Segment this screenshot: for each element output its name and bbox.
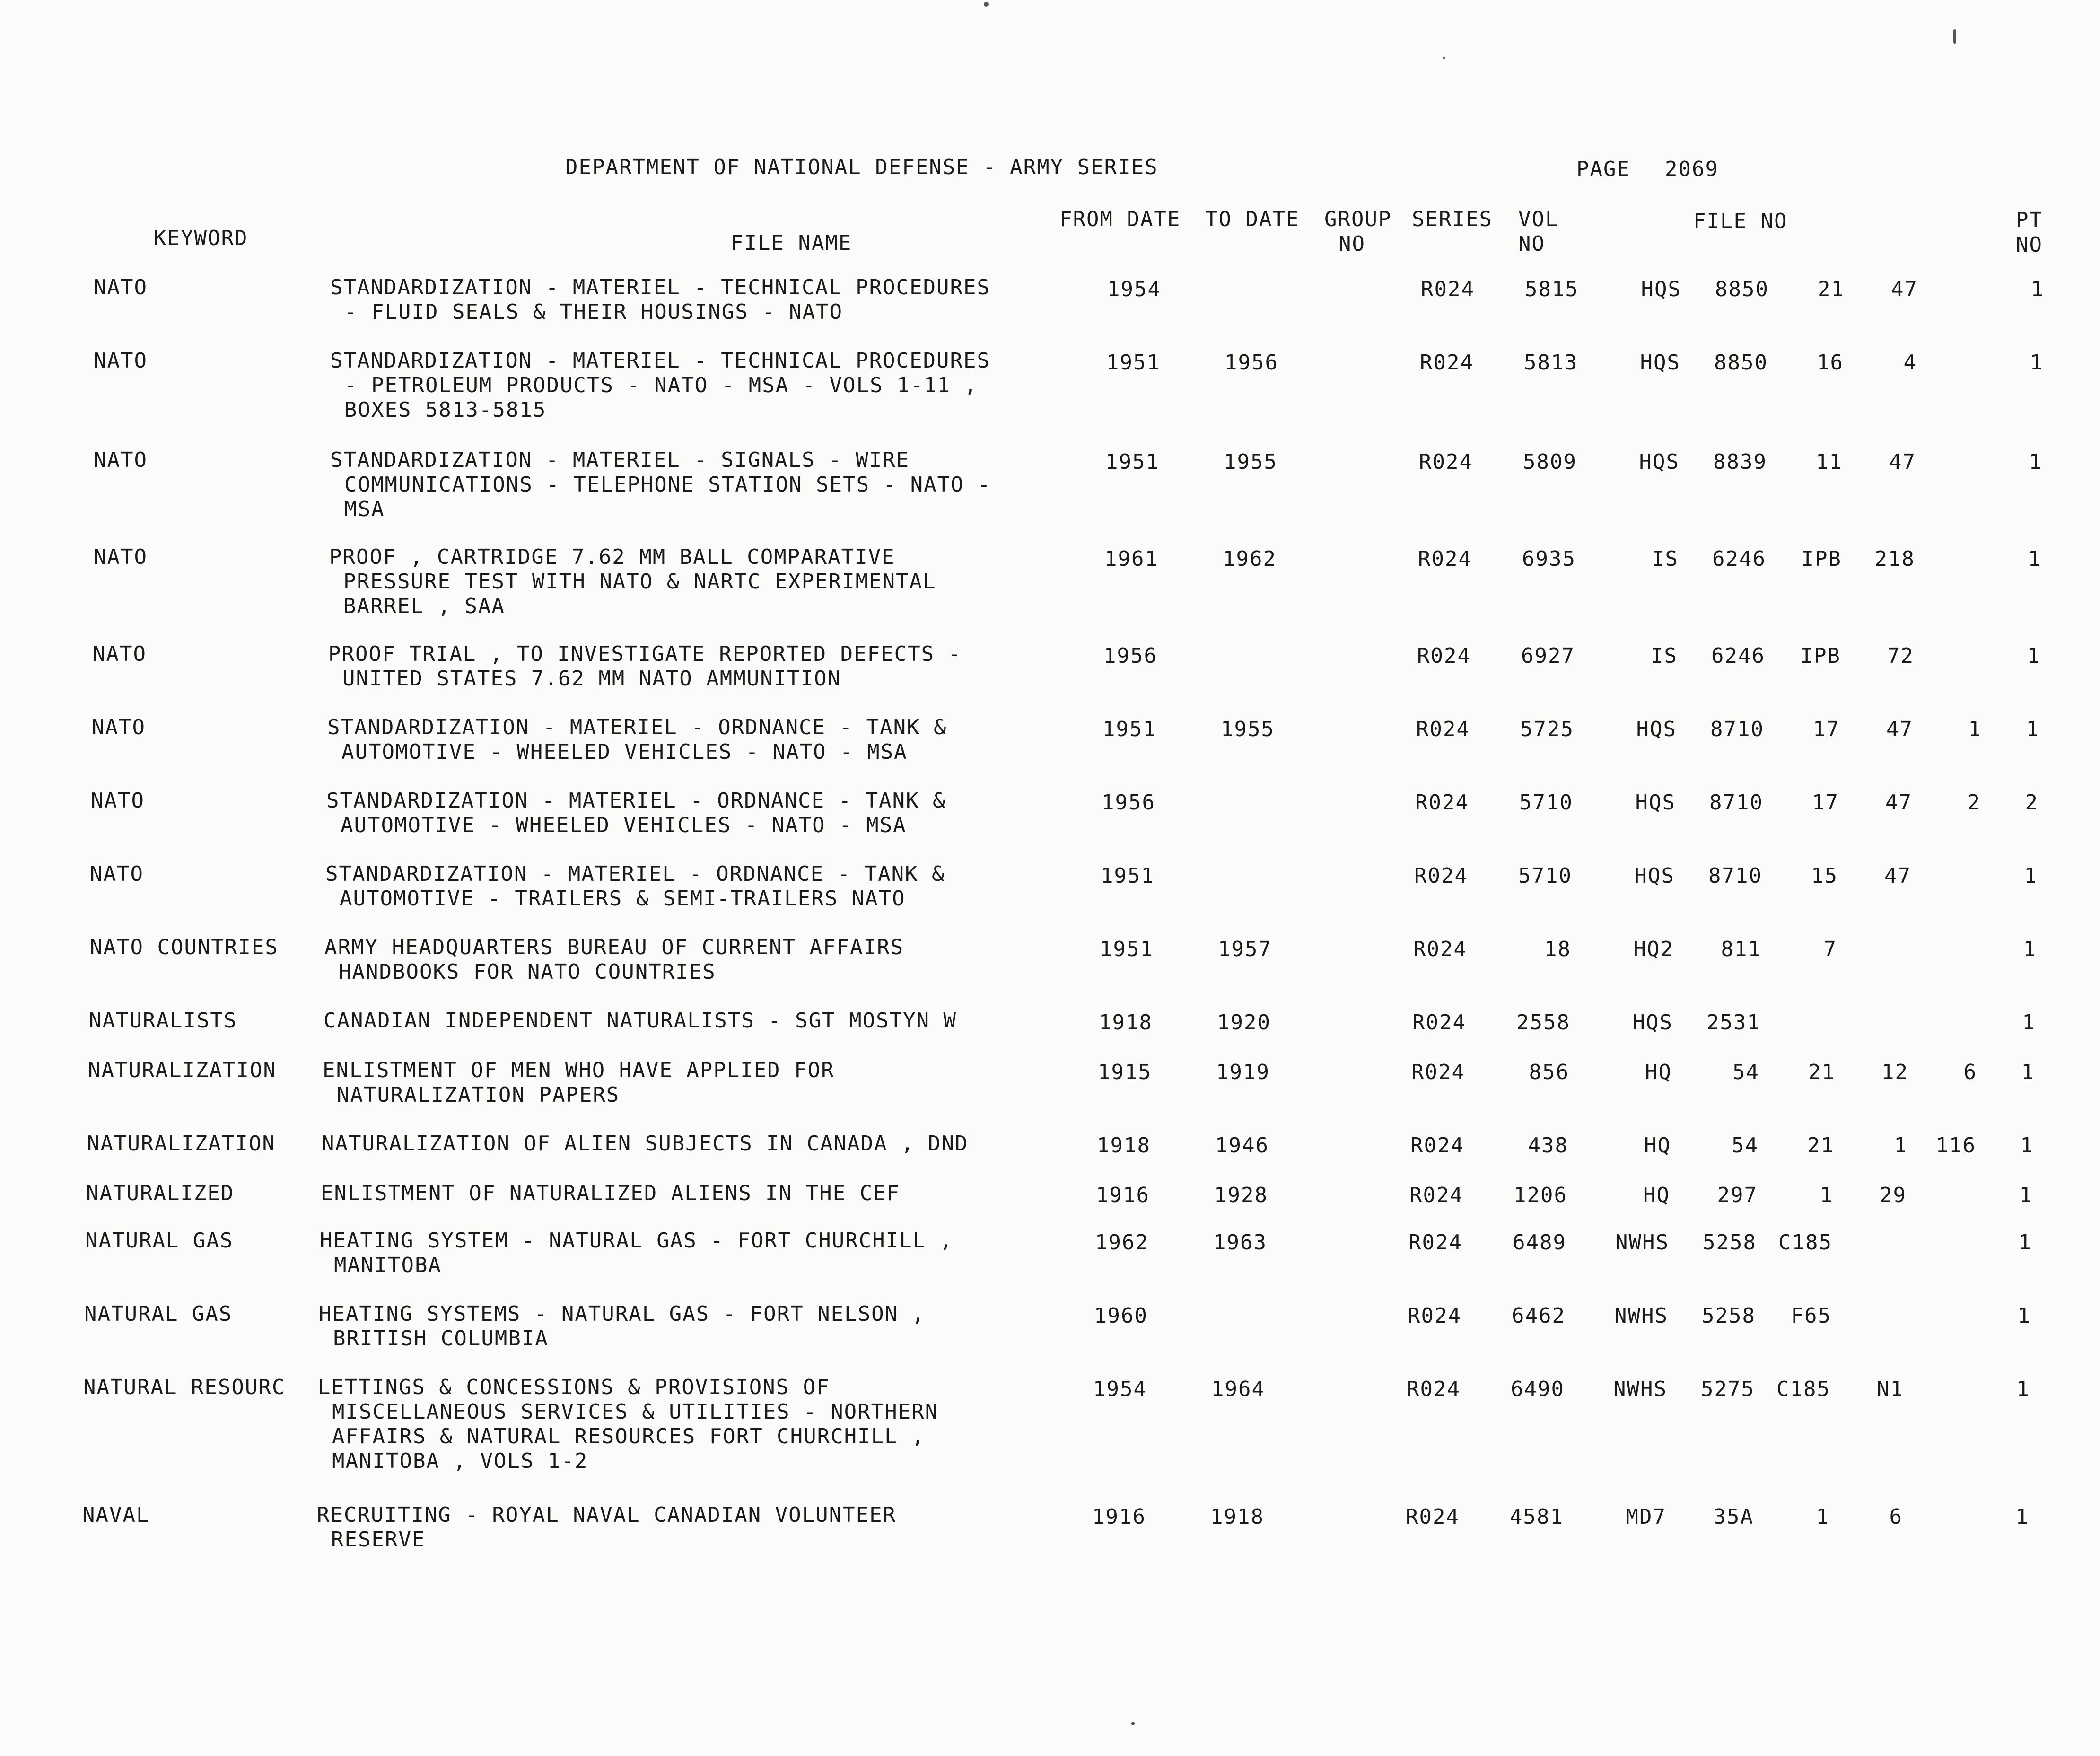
from-date-cell: 1916 xyxy=(1096,1183,1150,1207)
keyword-cell: NATURALIZATION xyxy=(87,1132,276,1156)
from-date-cell: 1954 xyxy=(1093,1377,1147,1401)
file-name-cell xyxy=(324,1009,957,1033)
file-no-sub-cell: 16 xyxy=(1817,351,1844,375)
file-name-cell xyxy=(328,642,962,691)
from-date-cell: 1960 xyxy=(1094,1304,1148,1328)
from-date-cell: 1961 xyxy=(1104,547,1158,571)
keyword-cell: NATO COUNTRIES xyxy=(90,935,279,959)
file-name-cell xyxy=(330,349,990,422)
file-no-main-cell: 54 xyxy=(1732,1133,1759,1158)
file-name-line: ENLISTMENT OF MEN WHO HAVE APPLIED FOR xyxy=(323,1058,835,1082)
file-name-line: STANDARDIZATION - MATERIEL - TECHNICAL PROCEDURES xyxy=(330,275,991,299)
file-no-prefix-cell: HQ xyxy=(1645,1060,1672,1084)
series-cell: R024 xyxy=(1410,1133,1464,1158)
series-cell: R024 xyxy=(1418,547,1472,571)
from-date-cell: 1916 xyxy=(1092,1505,1146,1529)
file-no-main-cell: 5258 xyxy=(1703,1230,1757,1255)
file-no-prefix-cell: HQS xyxy=(1640,351,1680,375)
from-date-cell: 1951 xyxy=(1100,937,1154,961)
file-name-line: NATURALIZATION OF ALIEN SUBJECTS IN CANADA , DND xyxy=(322,1132,969,1156)
file-name-cell xyxy=(325,862,945,911)
keyword-cell: NATURAL GAS xyxy=(84,1302,233,1326)
pt-no-cell: 1 xyxy=(2028,547,2041,571)
vol-no-cell: 6489 xyxy=(1513,1230,1566,1255)
column-header-group-no: NO xyxy=(1339,232,1365,256)
from-date-cell: 1956 xyxy=(1103,644,1157,668)
file-no-extra-cell: 6 xyxy=(1963,1060,1977,1084)
file-name-line: AFFAIRS & NATURAL RESOURCES FORT CHURCHILL , xyxy=(332,1424,925,1449)
pt-no-cell: 1 xyxy=(2029,450,2042,474)
file-no-prefix-cell: NWHS xyxy=(1613,1377,1667,1401)
from-date-cell: 1956 xyxy=(1102,790,1155,815)
file-name-line: RECRUITING - ROYAL NAVAL CANADIAN VOLUNTEER xyxy=(317,1503,897,1527)
vol-no-cell: 5710 xyxy=(1519,790,1573,815)
series-cell: R024 xyxy=(1415,790,1469,815)
file-no-subsub-cell: 12 xyxy=(1881,1060,1908,1084)
series-cell: R024 xyxy=(1414,864,1468,888)
page-label: PAGE xyxy=(1576,157,1630,181)
pt-no-cell: 1 xyxy=(2022,1010,2036,1035)
pt-no-cell: 1 xyxy=(2018,1230,2032,1255)
pt-no-cell: 1 xyxy=(2030,351,2043,375)
file-no-subsub-cell: 47 xyxy=(1884,864,1911,888)
file-name-line: BRITISH COLUMBIA xyxy=(333,1326,549,1351)
file-no-subsub-cell: 47 xyxy=(1891,277,1918,301)
keyword-cell: NATO xyxy=(94,545,148,569)
column-header-file-name: FILE NAME xyxy=(731,231,852,255)
file-no-subsub-cell: 72 xyxy=(1887,644,1914,668)
file-no-main-cell: 8850 xyxy=(1715,277,1769,301)
vol-no-cell: 2558 xyxy=(1516,1010,1570,1035)
file-no-subsub-cell: 47 xyxy=(1886,717,1913,741)
vol-no-cell: 5710 xyxy=(1518,864,1572,888)
file-no-subsub-cell: 47 xyxy=(1889,450,1916,474)
vol-no-cell: 5809 xyxy=(1523,450,1577,474)
series-cell: R024 xyxy=(1421,277,1475,301)
pt-no-cell: 1 xyxy=(2015,1505,2029,1529)
to-date-cell: 1946 xyxy=(1215,1133,1269,1158)
series-cell: R024 xyxy=(1416,717,1470,741)
file-name-line: NATURALIZATION PAPERS xyxy=(337,1083,620,1107)
series-cell: R024 xyxy=(1409,1230,1462,1255)
file-name-line: STANDARDIZATION - MATERIEL - TECHNICAL PROCEDURES xyxy=(330,349,991,373)
keyword-cell: NATO xyxy=(94,448,148,472)
vol-no-cell: 438 xyxy=(1528,1133,1568,1158)
keyword-cell: NAVAL xyxy=(82,1503,150,1527)
pt-no-cell: 1 xyxy=(2023,937,2037,961)
file-name-cell xyxy=(317,1503,896,1552)
to-date-cell: 1955 xyxy=(1224,450,1278,474)
file-no-main-cell: 5258 xyxy=(1702,1304,1756,1328)
series-cell: R024 xyxy=(1417,644,1471,668)
pt-no-cell: 1 xyxy=(2024,864,2038,888)
file-no-main-cell: 8710 xyxy=(1708,864,1762,888)
file-no-sub-cell: IPB xyxy=(1800,644,1841,668)
keyword-cell: NATO xyxy=(90,862,144,886)
column-header-pt: PT xyxy=(2016,208,2043,232)
file-name-line: - FLUID SEALS & THEIR HOUSINGS - NATO xyxy=(344,300,843,324)
file-no-main-cell: 8710 xyxy=(1710,717,1764,741)
file-name-line: STANDARDIZATION - MATERIEL - SIGNALS - WIRE xyxy=(330,448,910,472)
file-no-prefix-cell: IS xyxy=(1652,547,1679,571)
file-name-line: MANITOBA , VOLS 1-2 xyxy=(332,1449,588,1473)
file-no-subsub-cell: 4 xyxy=(1903,351,1917,375)
series-cell: R024 xyxy=(1412,1010,1466,1035)
keyword-cell: NATO xyxy=(94,275,148,299)
file-name-line: AUTOMOTIVE - TRAILERS & SEMI-TRAILERS NATO xyxy=(340,887,906,911)
keyword-cell: NATURAL RESOURC xyxy=(83,1375,286,1399)
vol-no-cell: 5813 xyxy=(1524,351,1578,375)
vol-no-cell: 6935 xyxy=(1522,547,1576,571)
file-no-sub-cell: 1 xyxy=(1816,1505,1829,1529)
file-name-cell xyxy=(318,1375,938,1474)
file-no-prefix-cell: HQ xyxy=(1643,1183,1670,1207)
series-cell: R024 xyxy=(1408,1304,1461,1328)
file-name-line: BOXES 5813-5815 xyxy=(344,398,547,422)
document-title: DEPARTMENT OF NATIONAL DEFENSE - ARMY SERIES xyxy=(565,155,1158,179)
file-name-cell xyxy=(327,715,947,764)
from-date-cell: 1918 xyxy=(1097,1133,1151,1158)
vol-no-cell: 6462 xyxy=(1512,1304,1566,1328)
from-date-cell: 1962 xyxy=(1095,1230,1149,1255)
vol-no-cell: 6490 xyxy=(1511,1377,1565,1401)
file-name-line: UNITED STATES 7.62 MM NATO AMMUNITION xyxy=(342,667,841,691)
from-date-cell: 1951 xyxy=(1106,351,1160,375)
file-no-main-cell: 8850 xyxy=(1714,351,1768,375)
file-name-line: COMMUNICATIONS - TELEPHONE STATION SETS - NATO - xyxy=(344,473,991,497)
file-name-cell xyxy=(323,1058,835,1107)
scan-speck xyxy=(1131,1722,1135,1725)
from-date-cell: 1918 xyxy=(1099,1010,1153,1035)
file-name-line: AUTOMOTIVE - WHEELED VEHICLES - NATO - MSA xyxy=(341,740,908,764)
file-name-line: BARREL , SAA xyxy=(343,594,505,618)
file-name-cell xyxy=(326,789,946,838)
series-cell: R024 xyxy=(1406,1505,1460,1529)
series-cell: R024 xyxy=(1419,450,1473,474)
file-no-prefix-cell: NWHS xyxy=(1614,1304,1668,1328)
file-no-sub-cell: C185 xyxy=(1776,1377,1830,1401)
vol-no-cell: 856 xyxy=(1529,1060,1569,1084)
file-name-line: CANADIAN INDEPENDENT NATURALISTS - SGT MOSTYN W xyxy=(324,1009,957,1033)
file-no-main-cell: 5275 xyxy=(1701,1377,1755,1401)
file-no-main-cell: 54 xyxy=(1732,1060,1759,1084)
file-no-prefix-cell: IS xyxy=(1651,644,1678,668)
file-no-prefix-cell: HQS xyxy=(1636,717,1677,741)
to-date-cell: 1918 xyxy=(1210,1505,1264,1529)
file-name-line: HANDBOOKS FOR NATO COUNTRIES xyxy=(339,960,716,984)
column-header-from-date: FROM DATE xyxy=(1059,207,1181,231)
file-no-main-cell: 2531 xyxy=(1706,1010,1760,1035)
file-no-subsub-cell: 29 xyxy=(1880,1183,1907,1207)
file-no-sub-cell: C185 xyxy=(1778,1230,1832,1255)
file-no-extra-cell: 2 xyxy=(1967,790,1981,815)
to-date-cell: 1955 xyxy=(1221,717,1275,741)
vol-no-cell: 6927 xyxy=(1521,644,1575,668)
file-no-sub-cell: 1 xyxy=(1820,1183,1833,1207)
from-date-cell: 1951 xyxy=(1102,717,1156,741)
file-no-prefix-cell: MD7 xyxy=(1626,1505,1666,1529)
file-no-sub-cell: 21 xyxy=(1818,277,1845,301)
from-date-cell: 1951 xyxy=(1101,864,1155,888)
keyword-cell: NATURALIZATION xyxy=(88,1058,277,1082)
scan-speck xyxy=(1953,29,1956,44)
file-name-cell xyxy=(319,1302,925,1351)
to-date-cell: 1964 xyxy=(1211,1377,1265,1401)
from-date-cell: 1951 xyxy=(1105,450,1159,474)
to-date-cell: 1928 xyxy=(1214,1183,1268,1207)
file-name-cell xyxy=(324,935,904,984)
file-no-prefix-cell: HQ xyxy=(1644,1133,1671,1158)
pt-no-cell: 1 xyxy=(2016,1377,2030,1401)
pt-no-cell: 1 xyxy=(2020,1133,2034,1158)
scan-speck xyxy=(1443,57,1445,59)
file-name-cell xyxy=(322,1132,969,1156)
file-name-line: PROOF TRIAL , TO INVESTIGATE REPORTED DEFECTS - xyxy=(328,642,962,666)
file-no-subsub-cell: N1 xyxy=(1877,1377,1904,1401)
pt-no-cell: 1 xyxy=(2030,277,2044,301)
keyword-cell: NATURALIZED xyxy=(86,1181,235,1205)
keyword-cell: NATURAL GAS xyxy=(85,1229,234,1253)
file-no-subsub-cell: 47 xyxy=(1885,790,1912,815)
file-name-line: ARMY HEADQUARTERS BUREAU OF CURRENT AFFAIRS xyxy=(324,935,904,959)
to-date-cell: 1956 xyxy=(1225,351,1278,375)
file-no-prefix-cell: HQS xyxy=(1634,864,1675,888)
file-no-main-cell: 8710 xyxy=(1709,790,1763,815)
file-no-main-cell: 6246 xyxy=(1712,547,1766,571)
keyword-cell: NATO xyxy=(92,715,146,739)
file-no-main-cell: 6246 xyxy=(1711,644,1765,668)
to-date-cell: 1962 xyxy=(1223,547,1277,571)
file-name-line: STANDARDIZATION - MATERIEL - ORDNANCE - TANK & xyxy=(325,862,945,886)
file-no-subsub-cell: 6 xyxy=(1889,1505,1903,1529)
column-header-pt-no: NO xyxy=(2016,233,2043,257)
column-header-vol-no: NO xyxy=(1518,232,1545,256)
file-no-prefix-cell: NWHS xyxy=(1615,1230,1669,1255)
keyword-cell: NATO xyxy=(94,349,148,373)
file-name-line: - PETROLEUM PRODUCTS - NATO - MSA - VOLS 1-11 , xyxy=(344,373,978,397)
file-no-sub-cell: F65 xyxy=(1791,1304,1831,1328)
pt-no-cell: 1 xyxy=(2027,644,2040,668)
series-cell: R024 xyxy=(1411,1060,1465,1084)
file-name-cell xyxy=(330,275,990,325)
column-header-file-no: FILE NO xyxy=(1693,209,1788,233)
file-name-line: LETTINGS & CONCESSIONS & PROVISIONS OF xyxy=(318,1375,830,1399)
pt-no-cell: 1 xyxy=(2019,1183,2033,1207)
vol-no-cell: 5815 xyxy=(1525,277,1579,301)
file-name-cell xyxy=(320,1229,953,1278)
column-header-series: SERIES xyxy=(1412,207,1493,231)
file-no-prefix-cell: HQS xyxy=(1635,790,1676,815)
file-name-line: MSA xyxy=(344,497,385,521)
pt-no-cell: 1 xyxy=(2017,1304,2031,1328)
column-header-group: GROUP xyxy=(1324,207,1392,231)
file-name-line: RESERVE xyxy=(331,1528,426,1552)
pt-no-cell: 1 xyxy=(2021,1060,2035,1084)
file-no-extra-cell: 1 xyxy=(1968,717,1982,741)
file-no-sub-cell: 17 xyxy=(1813,717,1840,741)
series-cell: R024 xyxy=(1407,1377,1461,1401)
file-no-sub-cell: 17 xyxy=(1812,790,1839,815)
from-date-cell: 1954 xyxy=(1107,277,1161,301)
series-cell: R024 xyxy=(1409,1183,1463,1207)
file-name-line: ENLISTMENT OF NATURALIZED ALIENS IN THE CEF xyxy=(321,1181,901,1205)
file-name-line: AUTOMOTIVE - WHEELED VEHICLES - NATO - MSA xyxy=(341,813,907,837)
file-no-sub-cell: 7 xyxy=(1823,937,1837,961)
vol-no-cell: 5725 xyxy=(1520,717,1574,741)
column-header-keyword: KEYWORD xyxy=(154,226,248,250)
column-header-to-date: TO DATE xyxy=(1205,207,1300,231)
to-date-cell: 1920 xyxy=(1217,1010,1271,1035)
file-no-sub-cell: 21 xyxy=(1807,1133,1834,1158)
file-name-line: MISCELLANEOUS SERVICES & UTILITIES - NORTHERN xyxy=(332,1400,939,1424)
vol-no-cell: 1206 xyxy=(1514,1183,1567,1207)
file-no-main-cell: 811 xyxy=(1721,937,1761,961)
series-cell: R024 xyxy=(1420,351,1474,375)
file-name-cell xyxy=(321,1181,900,1206)
keyword-cell: NATO xyxy=(91,789,145,813)
file-name-line: HEATING SYSTEM - NATURAL GAS - FORT CHURCHILL , xyxy=(320,1229,954,1253)
file-name-cell xyxy=(330,448,991,522)
file-no-sub-cell: IPB xyxy=(1801,547,1842,571)
file-name-line: STANDARDIZATION - MATERIEL - ORDNANCE - TANK & xyxy=(326,789,946,813)
file-no-sub-cell: 11 xyxy=(1816,450,1843,474)
file-name-line: HEATING SYSTEMS - NATURAL GAS - FORT NELSON , xyxy=(319,1302,926,1326)
file-name-line: PRESSURE TEST WITH NATO & NARTC EXPERIMENTAL xyxy=(343,570,936,594)
from-date-cell: 1915 xyxy=(1098,1060,1152,1084)
file-no-prefix-cell: HQS xyxy=(1632,1010,1673,1035)
column-header-vol: VOL xyxy=(1518,207,1559,231)
file-no-main-cell: 35A xyxy=(1713,1505,1754,1529)
file-no-main-cell: 8839 xyxy=(1713,450,1767,474)
file-name-cell xyxy=(329,545,936,619)
vol-no-cell: 4581 xyxy=(1510,1505,1564,1529)
to-date-cell: 1957 xyxy=(1218,937,1272,961)
file-no-prefix-cell: HQ2 xyxy=(1633,937,1674,961)
to-date-cell: 1919 xyxy=(1216,1060,1270,1084)
file-name-line: MANITOBA xyxy=(334,1253,442,1277)
file-no-subsub-cell: 1 xyxy=(1894,1133,1908,1158)
to-date-cell: 1963 xyxy=(1213,1230,1267,1255)
keyword-cell: NATO xyxy=(93,642,147,666)
keyword-cell: NATURALISTS xyxy=(89,1009,237,1033)
page-number: 2069 xyxy=(1665,157,1719,181)
file-no-prefix-cell: HQS xyxy=(1641,277,1681,301)
file-no-subsub-cell: 218 xyxy=(1874,547,1915,571)
scan-speck xyxy=(984,2,989,7)
file-no-sub-cell: 21 xyxy=(1808,1060,1835,1084)
file-name-line: PROOF , CARTRIDGE 7.62 MM BALL COMPARATIVE xyxy=(329,545,895,569)
file-no-sub-cell: 15 xyxy=(1811,864,1838,888)
file-no-main-cell: 297 xyxy=(1717,1183,1758,1207)
vol-no-cell: 18 xyxy=(1544,937,1571,961)
series-cell: R024 xyxy=(1413,937,1467,961)
file-no-prefix-cell: HQS xyxy=(1639,450,1680,474)
file-name-line: STANDARDIZATION - MATERIEL - ORDNANCE - TANK & xyxy=(327,715,947,739)
pt-no-cell: 1 xyxy=(2026,717,2039,741)
file-no-extra-cell: 116 xyxy=(1935,1133,1976,1158)
pt-no-cell: 2 xyxy=(2025,790,2039,815)
